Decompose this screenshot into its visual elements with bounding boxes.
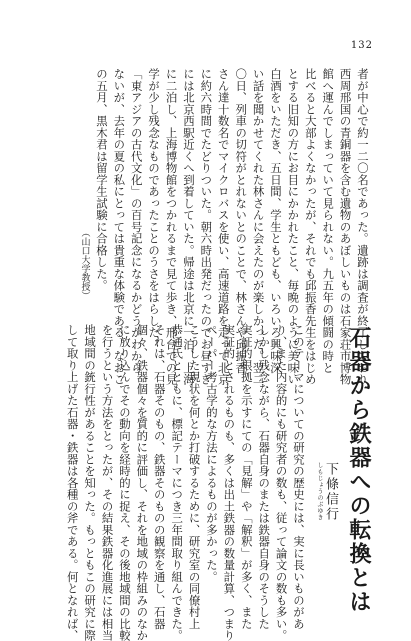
text-line: ペーパー考古学的な方法によるものが多かった。 <box>204 324 219 583</box>
text-line: このテーマについての研究の歴史には、実に長いものがあ <box>292 324 306 630</box>
page-number: 132 <box>350 40 373 51</box>
text-line: こうした現状を何とか打破するために、研究室の同僚村上 <box>187 324 202 630</box>
text-line: り、また内容的にも研究者の数も、従って論文の数も多い。 <box>274 324 289 641</box>
text-line: い話を聞かせてくれた林さんに会えたのが楽しかった。翌二 <box>251 68 266 386</box>
text-line: それは、石器そのもの、鉄器そのものの観察を通し、石器 <box>152 324 167 630</box>
text-line: 「東アジアの古代文化」の百号記念になるかどうかわから <box>129 68 144 374</box>
text-line: には北京西駅近くへ到着していた。帰途は北京に一泊、上海 <box>181 68 196 386</box>
text-line: しかし残念ながら、石器自身のまたは鉄器自身のそうした <box>257 324 272 630</box>
text-line: 個々、鉄器個々を質的に評価し、それを地域の枠組みのなか <box>135 324 150 641</box>
text-line: 西周邢国の青銅器を含む遺物のあぼしいものは石家荘市博物 <box>338 68 353 386</box>
text-line: して取り上げた石器・鉄器は各種の斧である。何となれば、 <box>65 324 80 641</box>
previous-essay-ending <box>75 68 371 397</box>
text-line: 実証的根拠を示すにての「見解」や「解釈」が多く、また <box>239 324 254 630</box>
text-line: 〇日、列車の切符がとれないとのことで、林さんや邱振香 <box>234 68 249 374</box>
text-line: ないが、去年の夏の私にとっては貴重な体験である。なおこ <box>112 68 127 386</box>
text-line: の五月、黒木君は留学生試験に合格した。 <box>94 68 109 292</box>
author-reading: しもじょうのぶゆき <box>316 462 323 521</box>
text-line: 者が中心で約一二〇名であった。遺跡は調査が終了しており、 <box>356 68 370 397</box>
text-line: に放り込んでその動向を経時的に捉え、その後地域間の比較 <box>117 324 132 641</box>
text-line: に約六時間でたどりついた。朝六時出発だったのでお昼すぎ <box>199 68 214 386</box>
text-line: 比べると大部よくなかったが、それでも邱振香先生をはじめ <box>303 68 318 386</box>
text-line: に二泊し、上海博物館をつかれるまで見て歩き、邢台での見 <box>164 68 179 386</box>
affiliation-line <box>75 68 92 300</box>
text-line: さん達十数名でマイクロバスを使い、高速道路を走って北京 <box>216 68 231 386</box>
text-line: 実証的とされるものも、多くは出土鉄器の数量計算、つまり <box>222 324 237 641</box>
essay-title: 石器から鉄器への転換とは <box>346 326 371 614</box>
text-line: を行うという方法をとったが、その結果鉄器化進展には相当 <box>100 324 115 641</box>
author-name: 下條信行 <box>323 462 338 522</box>
text-line: 地域間の銃行性があることを知った。もっともこの研究に際 <box>83 324 98 641</box>
text-line: 恭通氏とともに、標記テーマにつき三年間取り組んできた。 <box>170 324 185 641</box>
essay-body <box>63 324 307 641</box>
author-affiliation: （山口大学教授） <box>79 228 90 300</box>
text-line: 館へ運んでしまっていて見られない。九五年の傾闘の時と <box>321 68 336 374</box>
text-line: とする旧知の方にお目にかかれたこと、毎晩のように美味い <box>286 68 301 386</box>
text-line: 学が少し残念なものであったことのうさをはらした。 <box>147 68 162 350</box>
text-line: 白酒をいただき、五日間、学生ともども、いろいろ興味深 <box>268 68 283 374</box>
